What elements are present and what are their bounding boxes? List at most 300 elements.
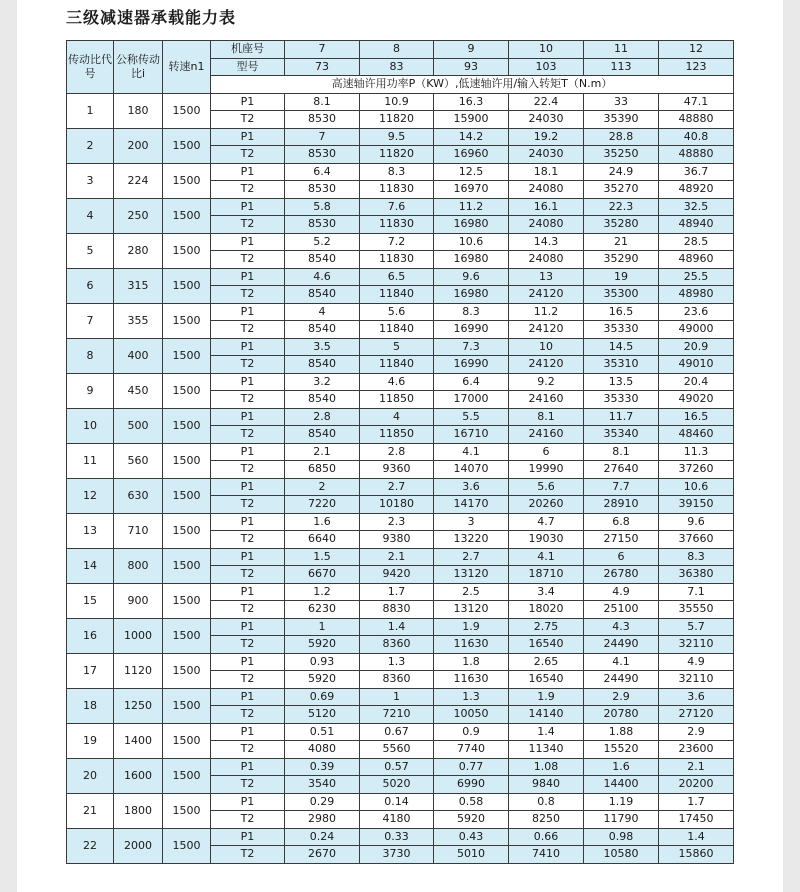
speed-cell: 1500 [163, 548, 211, 583]
t2-value-cell: 35290 [584, 251, 659, 269]
p1-value-cell: 14.3 [509, 233, 584, 251]
t2-value-cell: 35310 [584, 356, 659, 374]
p1-label-cell: P1 [211, 548, 285, 566]
ratio-code-cell: 6 [67, 268, 114, 303]
p1-label-cell: P1 [211, 268, 285, 286]
capacity-table [66, 40, 734, 864]
speed-cell: 1500 [163, 478, 211, 513]
speed-cell: 1500 [163, 583, 211, 618]
p1-value-cell: 16.5 [584, 303, 659, 321]
p1-value-cell: 22.4 [509, 93, 584, 111]
p1-value-cell: 9.6 [434, 268, 509, 286]
t2-value-cell: 24080 [509, 181, 584, 199]
speed-cell: 1500 [163, 618, 211, 653]
t2-value-cell: 6670 [285, 566, 360, 584]
table-row [67, 478, 734, 496]
t2-value-cell: 20200 [659, 776, 734, 794]
nominal-ratio-cell: 200 [114, 128, 163, 163]
p1-value-cell: 3.6 [434, 478, 509, 496]
p1-value-cell: 1.6 [584, 758, 659, 776]
p1-value-cell: 2 [285, 478, 360, 496]
header-speed: 转速n1 [163, 41, 211, 94]
ratio-code-cell: 4 [67, 198, 114, 233]
t2-value-cell: 8540 [285, 426, 360, 444]
t2-value-cell: 14070 [434, 461, 509, 479]
t2-value-cell: 24160 [509, 426, 584, 444]
ratio-code-cell: 5 [67, 233, 114, 268]
table-row [67, 93, 734, 111]
p1-value-cell: 4.9 [659, 653, 734, 671]
nominal-ratio-cell: 1800 [114, 793, 163, 828]
t2-value-cell: 14140 [509, 706, 584, 724]
t2-value-cell: 11790 [584, 811, 659, 829]
p1-label-cell: P1 [211, 373, 285, 391]
p1-value-cell: 9.2 [509, 373, 584, 391]
p1-value-cell: 1.3 [360, 653, 434, 671]
p1-value-cell: 6.5 [360, 268, 434, 286]
t2-value-cell: 5920 [285, 671, 360, 689]
nominal-ratio-cell: 450 [114, 373, 163, 408]
t2-label-cell: T2 [211, 251, 285, 269]
p1-value-cell: 20.9 [659, 338, 734, 356]
p1-value-cell: 0.24 [285, 828, 360, 846]
t2-value-cell: 32110 [659, 636, 734, 654]
p1-value-cell: 10.6 [434, 233, 509, 251]
t2-value-cell: 19030 [509, 531, 584, 549]
p1-value-cell: 13 [509, 268, 584, 286]
header-frame: 7 [285, 41, 360, 59]
t2-value-cell: 5560 [360, 741, 434, 759]
p1-value-cell: 2.3 [360, 513, 434, 531]
p1-value-cell: 11.2 [434, 198, 509, 216]
ratio-code-cell: 19 [67, 723, 114, 758]
p1-value-cell: 14.5 [584, 338, 659, 356]
p1-label-cell: P1 [211, 303, 285, 321]
t2-label-cell: T2 [211, 671, 285, 689]
t2-label-cell: T2 [211, 566, 285, 584]
p1-value-cell: 18.1 [509, 163, 584, 181]
t2-value-cell: 24120 [509, 286, 584, 304]
t2-value-cell: 11630 [434, 636, 509, 654]
t2-value-cell: 2980 [285, 811, 360, 829]
p1-value-cell: 2.9 [659, 723, 734, 741]
p1-value-cell: 4.6 [285, 268, 360, 286]
ratio-code-cell: 10 [67, 408, 114, 443]
p1-value-cell: 3.6 [659, 688, 734, 706]
speed-cell: 1500 [163, 443, 211, 478]
t2-value-cell: 28910 [584, 496, 659, 514]
t2-value-cell: 8360 [360, 636, 434, 654]
p1-label-cell: P1 [211, 758, 285, 776]
nominal-ratio-cell: 1120 [114, 653, 163, 688]
t2-value-cell: 4080 [285, 741, 360, 759]
t2-value-cell: 48920 [659, 181, 734, 199]
t2-label-cell: T2 [211, 741, 285, 759]
t2-value-cell: 4180 [360, 811, 434, 829]
p1-value-cell: 32.5 [659, 198, 734, 216]
table-row [67, 408, 734, 426]
p1-value-cell: 11.7 [584, 408, 659, 426]
t2-value-cell: 11830 [360, 251, 434, 269]
table-row [67, 618, 734, 636]
header-frame: 12 [659, 41, 734, 59]
p1-value-cell: 28.8 [584, 128, 659, 146]
t2-value-cell: 5920 [285, 636, 360, 654]
t2-label-cell: T2 [211, 391, 285, 409]
header-frame-label: 机座号 [211, 41, 285, 59]
ratio-code-cell: 1 [67, 93, 114, 128]
t2-value-cell: 13220 [434, 531, 509, 549]
p1-value-cell: 2.1 [285, 443, 360, 461]
t2-value-cell: 11850 [360, 426, 434, 444]
p1-label-cell: P1 [211, 688, 285, 706]
p1-label-cell: P1 [211, 828, 285, 846]
p1-value-cell: 16.3 [434, 93, 509, 111]
speed-cell: 1500 [163, 828, 211, 863]
t2-value-cell: 27150 [584, 531, 659, 549]
t2-value-cell: 24120 [509, 356, 584, 374]
t2-value-cell: 5020 [360, 776, 434, 794]
ratio-code-cell: 9 [67, 373, 114, 408]
speed-cell: 1500 [163, 688, 211, 723]
t2-label-cell: T2 [211, 356, 285, 374]
p1-label-cell: P1 [211, 478, 285, 496]
speed-cell: 1500 [163, 198, 211, 233]
t2-value-cell: 8830 [360, 601, 434, 619]
p1-value-cell: 1.88 [584, 723, 659, 741]
p1-value-cell: 0.93 [285, 653, 360, 671]
table-row [67, 513, 734, 531]
table-row [67, 198, 734, 216]
p1-value-cell: 7.2 [360, 233, 434, 251]
p1-value-cell: 4.1 [509, 548, 584, 566]
nominal-ratio-cell: 710 [114, 513, 163, 548]
p1-value-cell: 40.8 [659, 128, 734, 146]
table-row [67, 723, 734, 741]
t2-label-cell: T2 [211, 531, 285, 549]
t2-value-cell: 48880 [659, 146, 734, 164]
p1-value-cell: 0.58 [434, 793, 509, 811]
p1-value-cell: 2.8 [360, 443, 434, 461]
nominal-ratio-cell: 355 [114, 303, 163, 338]
speed-cell: 1500 [163, 758, 211, 793]
t2-value-cell: 3730 [360, 846, 434, 864]
t2-value-cell: 20780 [584, 706, 659, 724]
p1-value-cell: 7.7 [584, 478, 659, 496]
t2-value-cell: 36380 [659, 566, 734, 584]
t2-value-cell: 14170 [434, 496, 509, 514]
t2-value-cell: 9840 [509, 776, 584, 794]
t2-value-cell: 11820 [360, 146, 434, 164]
p1-label-cell: P1 [211, 163, 285, 181]
p1-value-cell: 1.4 [659, 828, 734, 846]
p1-value-cell: 1.9 [509, 688, 584, 706]
t2-label-cell: T2 [211, 426, 285, 444]
t2-value-cell: 9380 [360, 531, 434, 549]
p1-value-cell: 11.3 [659, 443, 734, 461]
t2-value-cell: 24490 [584, 671, 659, 689]
p1-value-cell: 28.5 [659, 233, 734, 251]
p1-value-cell: 9.5 [360, 128, 434, 146]
t2-value-cell: 8530 [285, 111, 360, 129]
header-model: 103 [509, 58, 584, 76]
t2-value-cell: 48880 [659, 111, 734, 129]
speed-cell: 1500 [163, 338, 211, 373]
p1-value-cell: 0.39 [285, 758, 360, 776]
p1-value-cell: 7.6 [360, 198, 434, 216]
ratio-code-cell: 13 [67, 513, 114, 548]
p1-value-cell: 7.3 [434, 338, 509, 356]
t2-label-cell: T2 [211, 216, 285, 234]
t2-label-cell: T2 [211, 636, 285, 654]
p1-value-cell: 5.6 [509, 478, 584, 496]
p1-label-cell: P1 [211, 93, 285, 111]
p1-value-cell: 12.5 [434, 163, 509, 181]
table-row [67, 303, 734, 321]
t2-value-cell: 16980 [434, 216, 509, 234]
header-model-label: 型号 [211, 58, 285, 76]
t2-value-cell: 11840 [360, 356, 434, 374]
t2-value-cell: 48460 [659, 426, 734, 444]
header-frame: 9 [434, 41, 509, 59]
t2-value-cell: 26780 [584, 566, 659, 584]
t2-value-cell: 16980 [434, 251, 509, 269]
p1-value-cell: 4.6 [360, 373, 434, 391]
header-note: 高速轴许用功率P（KW）,低速轴许用/输入转矩T（N.m） [211, 76, 734, 94]
nominal-ratio-cell: 1000 [114, 618, 163, 653]
t2-value-cell: 6640 [285, 531, 360, 549]
p1-value-cell: 8.3 [360, 163, 434, 181]
t2-value-cell: 35250 [584, 146, 659, 164]
p1-value-cell: 1.7 [659, 793, 734, 811]
p1-value-cell: 0.69 [285, 688, 360, 706]
t2-value-cell: 7410 [509, 846, 584, 864]
t2-value-cell: 48960 [659, 251, 734, 269]
p1-value-cell: 7 [285, 128, 360, 146]
speed-cell: 1500 [163, 793, 211, 828]
t2-value-cell: 13120 [434, 566, 509, 584]
p1-value-cell: 22.3 [584, 198, 659, 216]
t2-value-cell: 8250 [509, 811, 584, 829]
p1-value-cell: 1.4 [360, 618, 434, 636]
t2-value-cell: 8540 [285, 391, 360, 409]
t2-value-cell: 18710 [509, 566, 584, 584]
nominal-ratio-cell: 2000 [114, 828, 163, 863]
t2-value-cell: 15520 [584, 741, 659, 759]
t2-label-cell: T2 [211, 811, 285, 829]
t2-label-cell: T2 [211, 321, 285, 339]
p1-value-cell: 8.1 [509, 408, 584, 426]
p1-value-cell: 0.67 [360, 723, 434, 741]
p1-value-cell: 10.6 [659, 478, 734, 496]
p1-value-cell: 6.4 [434, 373, 509, 391]
t2-label-cell: T2 [211, 846, 285, 864]
speed-cell: 1500 [163, 653, 211, 688]
page-left-margin [0, 0, 17, 892]
t2-value-cell: 8530 [285, 146, 360, 164]
p1-value-cell: 1.7 [360, 583, 434, 601]
t2-value-cell: 48980 [659, 286, 734, 304]
p1-value-cell: 0.66 [509, 828, 584, 846]
p1-value-cell: 8.1 [285, 93, 360, 111]
t2-value-cell: 17450 [659, 811, 734, 829]
table-row [67, 163, 734, 181]
t2-value-cell: 6850 [285, 461, 360, 479]
p1-value-cell: 4 [360, 408, 434, 426]
p1-value-cell: 20.4 [659, 373, 734, 391]
header-frame: 10 [509, 41, 584, 59]
p1-value-cell: 1.5 [285, 548, 360, 566]
p1-value-cell: 1.2 [285, 583, 360, 601]
t2-value-cell: 24030 [509, 146, 584, 164]
nominal-ratio-cell: 180 [114, 93, 163, 128]
t2-value-cell: 16960 [434, 146, 509, 164]
t2-value-cell: 49000 [659, 321, 734, 339]
t2-value-cell: 16990 [434, 321, 509, 339]
t2-value-cell: 13120 [434, 601, 509, 619]
p1-label-cell: P1 [211, 653, 285, 671]
t2-value-cell: 35550 [659, 601, 734, 619]
table-row [67, 373, 734, 391]
t2-value-cell: 16540 [509, 671, 584, 689]
table-row [67, 583, 734, 601]
p1-value-cell: 0.29 [285, 793, 360, 811]
speed-cell: 1500 [163, 408, 211, 443]
t2-value-cell: 11830 [360, 216, 434, 234]
ratio-code-cell: 2 [67, 128, 114, 163]
p1-label-cell: P1 [211, 443, 285, 461]
p1-value-cell: 2.65 [509, 653, 584, 671]
ratio-code-cell: 21 [67, 793, 114, 828]
p1-value-cell: 0.51 [285, 723, 360, 741]
t2-label-cell: T2 [211, 286, 285, 304]
speed-cell: 1500 [163, 233, 211, 268]
p1-value-cell: 4.7 [509, 513, 584, 531]
header-model: 93 [434, 58, 509, 76]
t2-value-cell: 2670 [285, 846, 360, 864]
p1-value-cell: 6.8 [584, 513, 659, 531]
t2-value-cell: 8360 [360, 671, 434, 689]
t2-value-cell: 10580 [584, 846, 659, 864]
p1-value-cell: 1.19 [584, 793, 659, 811]
table-row [67, 128, 734, 146]
table-row [67, 268, 734, 286]
ratio-code-cell: 18 [67, 688, 114, 723]
header-nominal-ratio: 公称传动比i [114, 41, 163, 94]
p1-value-cell: 0.57 [360, 758, 434, 776]
t2-value-cell: 27120 [659, 706, 734, 724]
p1-value-cell: 10.9 [360, 93, 434, 111]
t2-value-cell: 49010 [659, 356, 734, 374]
t2-value-cell: 15900 [434, 111, 509, 129]
p1-value-cell: 1.08 [509, 758, 584, 776]
nominal-ratio-cell: 500 [114, 408, 163, 443]
t2-value-cell: 7740 [434, 741, 509, 759]
t2-value-cell: 9420 [360, 566, 434, 584]
p1-value-cell: 36.7 [659, 163, 734, 181]
p1-value-cell: 1 [360, 688, 434, 706]
t2-value-cell: 8530 [285, 181, 360, 199]
t2-label-cell: T2 [211, 461, 285, 479]
p1-value-cell: 3.5 [285, 338, 360, 356]
t2-value-cell: 16970 [434, 181, 509, 199]
t2-value-cell: 16980 [434, 286, 509, 304]
speed-cell: 1500 [163, 268, 211, 303]
p1-value-cell: 6 [509, 443, 584, 461]
t2-label-cell: T2 [211, 181, 285, 199]
t2-value-cell: 5920 [434, 811, 509, 829]
t2-value-cell: 11850 [360, 391, 434, 409]
nominal-ratio-cell: 560 [114, 443, 163, 478]
t2-value-cell: 35330 [584, 321, 659, 339]
nominal-ratio-cell: 630 [114, 478, 163, 513]
t2-value-cell: 37660 [659, 531, 734, 549]
p1-value-cell: 23.6 [659, 303, 734, 321]
p1-value-cell: 1.8 [434, 653, 509, 671]
t2-value-cell: 35390 [584, 111, 659, 129]
t2-value-cell: 18020 [509, 601, 584, 619]
page-right-margin [783, 0, 800, 892]
t2-value-cell: 8540 [285, 356, 360, 374]
page-title: 三级减速器承载能力表 [66, 8, 237, 27]
t2-value-cell: 39150 [659, 496, 734, 514]
speed-cell: 1500 [163, 513, 211, 548]
t2-value-cell: 25100 [584, 601, 659, 619]
ratio-code-cell: 16 [67, 618, 114, 653]
ratio-code-cell: 22 [67, 828, 114, 863]
t2-value-cell: 37260 [659, 461, 734, 479]
t2-value-cell: 24080 [509, 251, 584, 269]
p1-value-cell: 5.6 [360, 303, 434, 321]
p1-label-cell: P1 [211, 583, 285, 601]
p1-value-cell: 1.9 [434, 618, 509, 636]
nominal-ratio-cell: 1400 [114, 723, 163, 758]
header-model: 123 [659, 58, 734, 76]
table-row [67, 653, 734, 671]
p1-value-cell: 47.1 [659, 93, 734, 111]
p1-value-cell: 2.1 [360, 548, 434, 566]
t2-value-cell: 3540 [285, 776, 360, 794]
t2-value-cell: 11840 [360, 321, 434, 339]
speed-cell: 1500 [163, 723, 211, 758]
p1-value-cell: 2.9 [584, 688, 659, 706]
p1-value-cell: 0.8 [509, 793, 584, 811]
speed-cell: 1500 [163, 373, 211, 408]
ratio-code-cell: 17 [67, 653, 114, 688]
t2-value-cell: 9360 [360, 461, 434, 479]
p1-value-cell: 1.4 [509, 723, 584, 741]
t2-value-cell: 19990 [509, 461, 584, 479]
table-row [67, 233, 734, 251]
t2-value-cell: 24120 [509, 321, 584, 339]
t2-label-cell: T2 [211, 706, 285, 724]
speed-cell: 1500 [163, 303, 211, 338]
t2-value-cell: 24030 [509, 111, 584, 129]
nominal-ratio-cell: 400 [114, 338, 163, 373]
table-row [67, 688, 734, 706]
p1-value-cell: 16.5 [659, 408, 734, 426]
p1-label-cell: P1 [211, 618, 285, 636]
p1-value-cell: 2.75 [509, 618, 584, 636]
table-row [67, 548, 734, 566]
nominal-ratio-cell: 800 [114, 548, 163, 583]
p1-value-cell: 0.77 [434, 758, 509, 776]
nominal-ratio-cell: 1250 [114, 688, 163, 723]
t2-value-cell: 8530 [285, 216, 360, 234]
t2-value-cell: 5010 [434, 846, 509, 864]
t2-label-cell: T2 [211, 496, 285, 514]
table-row [67, 338, 734, 356]
